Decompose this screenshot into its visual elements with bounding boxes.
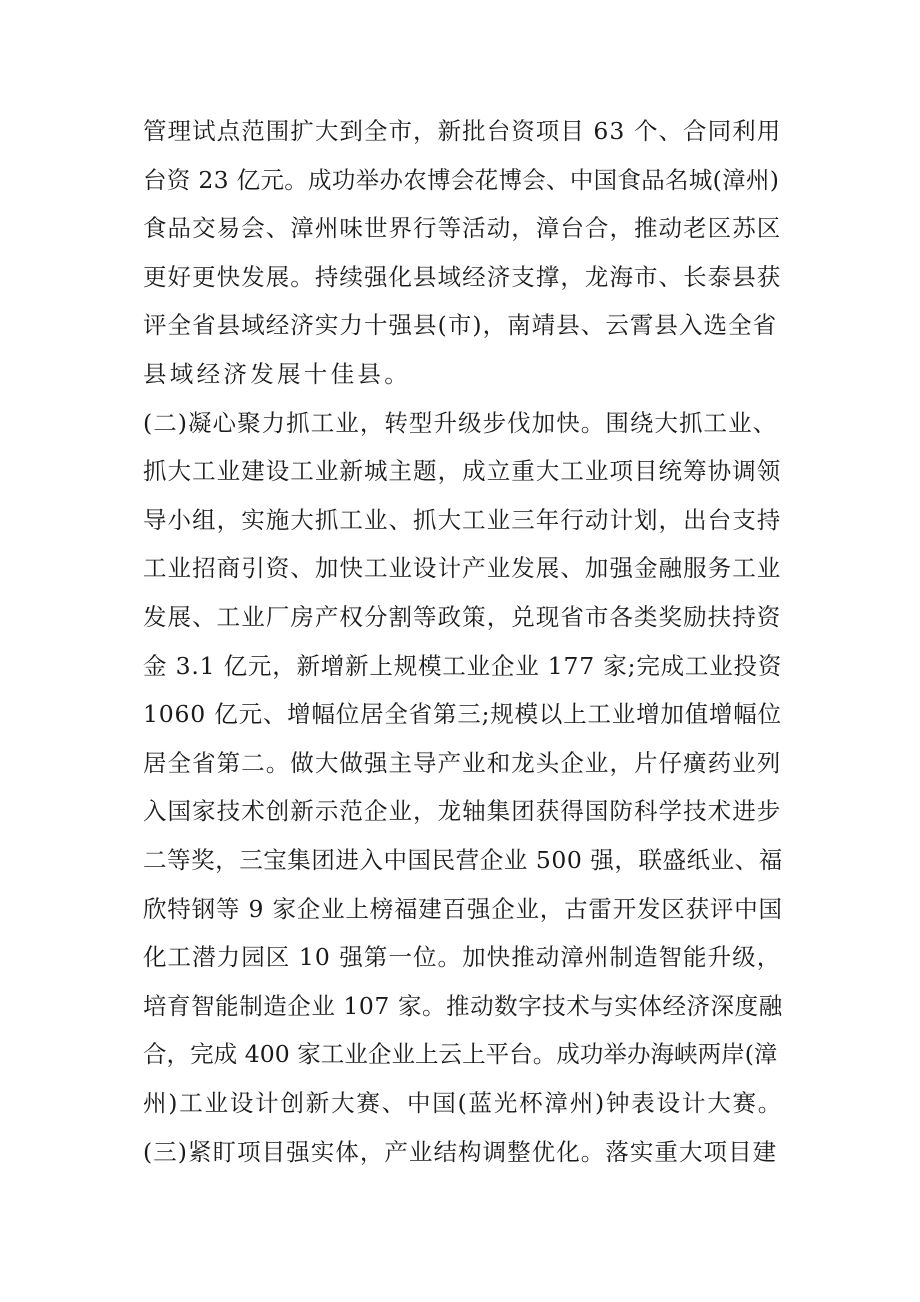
text-line: 州)工业设计创新大赛、中国(蓝光杯漳州)钟表设计大赛。 [143,1089,784,1117]
text-line: 评全省县域经济实力十强县(市)，南靖县、云霄县入选全省 [143,311,778,340]
text-line: 1060 亿元、增幅位居全省第三;规模以上工业增加值增幅位 [143,700,782,729]
text-line: 管理试点范围扩大到全市，新批台资项目 63 个、合同利用 [143,117,782,145]
text-line: 抓大工业建设工业新城主题，成立重大工业项目统筹协调领 [143,457,782,486]
text-line: (二)凝心聚力抓工业，转型升级步伐加快。围绕大抓工业、 [143,408,778,437]
text-line: 合，完成 400 家工业企业上云上平台。成功举办海峡两岸(漳 [143,1040,778,1069]
text-line: 培育智能制造企业 107 家。推动数字技术与实体经济深度融 [143,991,783,1020]
text-line: 化工潜力园区 10 强第一位。加快推动漳州制造智能升级， [143,943,782,972]
text-line: 工业招商引资、加快工业设计产业发展、加强金融服务工业 [143,554,782,583]
text-line: 入国家技术创新示范企业，龙轴集团获得国防科学技术进步 [143,797,782,826]
text-line: 台资 23 亿元。成功举办农博会花博会、中国食品名城(漳州) [143,165,780,194]
text-line: 居全省第二。做大做强主导产业和龙头企业，片仔癀药业列 [143,748,782,777]
text-line: 金 3.1 亿元，新增新上规模工业企业 177 家;完成工业投资 [143,651,783,680]
text-line: (三)紧盯项目强实体，产业结构调整优化。落实重大项目建 [143,1137,778,1166]
text-line: 发展、工业厂房产权分割等政策，兑现省市各类奖励扶持资 [143,603,782,631]
text-line: 欣特钢等 9 家企业上榜福建百强企业，古雷开发区获评中国 [143,894,783,923]
text-line: 二等奖，三宝集团进入中国民营企业 500 强，联盛纸业、福 [143,846,783,874]
text-line: 导小组，实施大抓工业、抓大工业三年行动计划，出台支持 [143,505,782,534]
text-line: 更好更快发展。持续强化县域经济支撑，龙海市、长泰县获 [143,262,782,291]
text-line: 县域经济发展十佳县。 [143,360,411,388]
text-line: 食品交易会、漳州味世界行等活动，漳台合，推动老区苏区 [143,214,782,243]
